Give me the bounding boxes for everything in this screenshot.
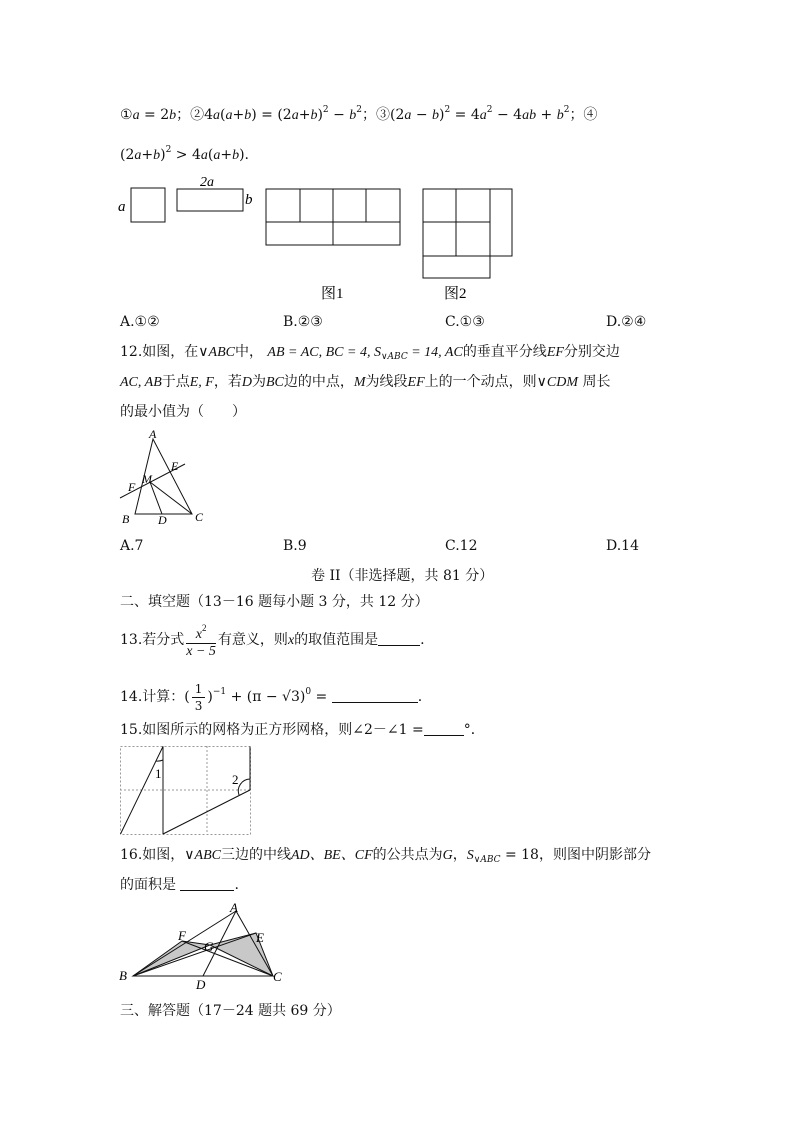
svg-text:C: C — [273, 969, 282, 984]
svg-text:A: A — [149, 427, 157, 441]
svg-text:F: F — [178, 928, 186, 943]
q11-statements-line1: ①a = 2b；②4a(a+b) = $(2a+b)^2 - b^2$；③(2a − $b)^2 = 4a^2 - 4ab + b^2$；④ — [120, 105, 598, 123]
svg-text:2: 2 — [232, 772, 239, 787]
q15: 15.如图所示的网格为正方形网格，则∠2－∠1 = °． — [120, 722, 485, 738]
q12-option-c[interactable]: C.12 — [445, 538, 478, 554]
q11-option-a[interactable]: A.①② — [120, 314, 160, 330]
svg-text:B: B — [119, 968, 127, 983]
q15-answer-blank[interactable] — [424, 721, 464, 736]
q12-line1: 12.如图，在∨ABC中， AB = AC, BC = 4, $S_{\vee ABC} = 14$, AC的垂直平分线EF分别交边 — [120, 344, 620, 362]
svg-text:E: E — [256, 930, 264, 945]
q12-figure — [110, 425, 230, 535]
q16-answer-blank[interactable] — [180, 876, 234, 891]
q12-option-d[interactable]: D.14 — [606, 538, 639, 554]
section-solve-header: 三、解答题（17－24 题共 69 分） — [120, 1003, 341, 1019]
q11-option-c[interactable]: C.①③ — [445, 314, 485, 330]
svg-text:A: A — [230, 900, 238, 915]
q13-fraction: $\frac{x^2}{x - 5}$ — [186, 620, 216, 660]
q15-grid-figure — [120, 746, 260, 838]
q14: 14.计算：( $\frac{1}{3}$ )$^{-1} + (\pi - √3)^0$ = . — [120, 681, 423, 713]
svg-text:G: G — [204, 939, 214, 954]
q11-statements-line2: $(2a+b)^2 > 4a(a+b)$. — [120, 145, 249, 163]
q16-figure — [115, 900, 295, 990]
svg-text:E: E — [171, 459, 179, 473]
q16-line1: 16.如图，∨ABC三边的中线AD、BE、CF的公共点为G，$S_{\vee ABC} = 18$，则图中阴影部分 — [120, 847, 651, 865]
svg-text:D: D — [196, 977, 206, 992]
q11-option-b[interactable]: B.②③ — [283, 314, 323, 330]
section2-header: 卷 II（非选择题，共 81 分） — [311, 568, 494, 584]
q12-option-b[interactable]: B.9 — [283, 538, 307, 554]
svg-text:D: D — [158, 513, 167, 527]
section-fill-header: 二、填空题（13－16 题每小题 3 分，共 12 分） — [120, 594, 429, 610]
q13: 13.若分式 $\frac{x^2}{x - 5}$ 有意义，则x的取值范围是 . — [120, 620, 425, 661]
q11-figure — [0, 0, 794, 310]
svg-text:M: M — [142, 472, 152, 486]
q12-line3: 的最小值为（ ） — [120, 404, 246, 420]
label-2a: 2a — [200, 175, 214, 190]
q12-line2: AC, AB于点E, F，若D为BC边的中点，M为线段EF上的一个动点，则∨CDM 周长 — [120, 374, 611, 390]
svg-text:F: F — [128, 480, 136, 494]
q14-answer-blank[interactable] — [332, 688, 418, 703]
q16-line2: 的面积是 . — [120, 877, 239, 893]
label-a: a — [118, 199, 126, 215]
q13-answer-blank[interactable] — [378, 631, 420, 646]
svg-text:C: C — [195, 510, 204, 524]
rect-2a-b — [177, 189, 243, 211]
svg-text:B: B — [122, 512, 130, 526]
label-b: b — [245, 192, 253, 208]
fig1-caption: 图1 — [321, 286, 344, 302]
svg-text:1: 1 — [155, 766, 162, 781]
q12-option-a[interactable]: A.7 — [120, 538, 144, 554]
q11-option-d[interactable]: D.②④ — [606, 314, 647, 330]
shaded-region-left — [133, 941, 210, 976]
fig2-caption: 图2 — [444, 286, 467, 302]
square-a — [131, 188, 165, 222]
